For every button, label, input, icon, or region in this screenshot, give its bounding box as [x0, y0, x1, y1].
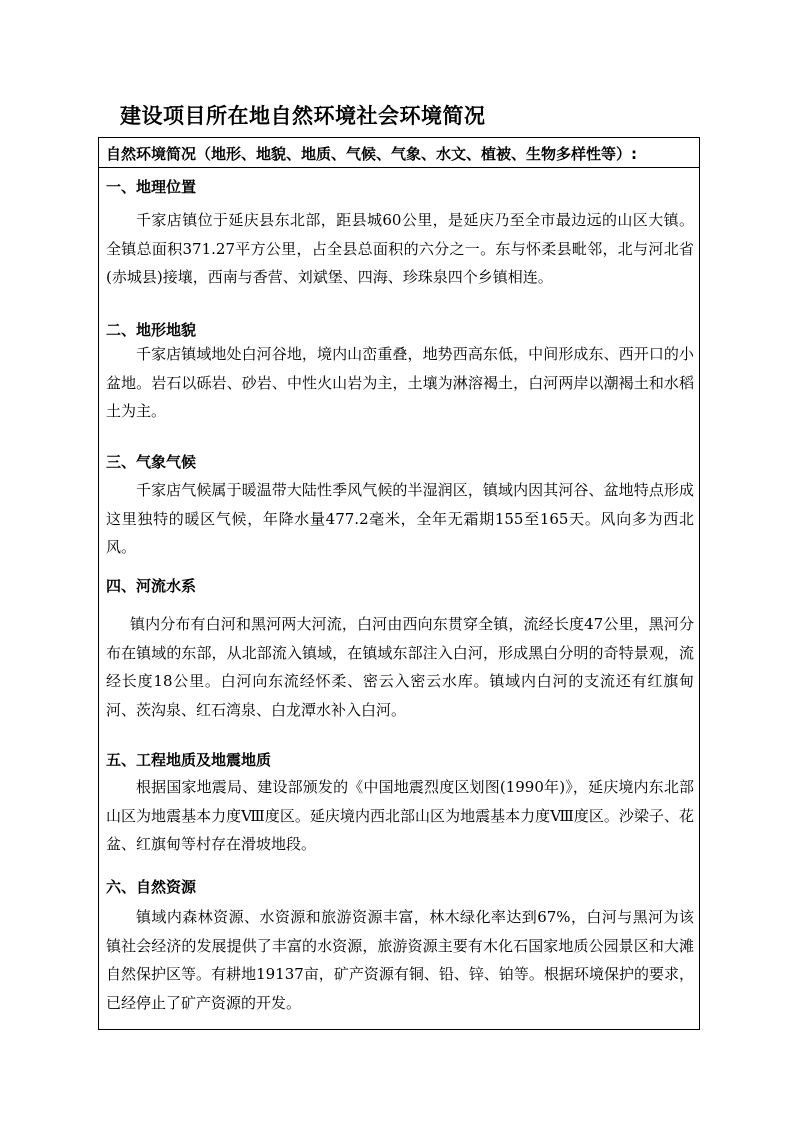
section-heading-terrain: 二、地形地貌: [106, 321, 197, 339]
section-text-rivers: 镇内分布有白河和黑河两大河流，白河由西向东贯穿全镇，流经长度47公里，黑河分布在镇域的东部，从北部流入镇域，在镇域东部注入白河，形成黑白分明的奇特景观，流经长度18公里。白河向东流经怀柔、密云入密云水库。镇域内白河的支流还有红旗甸河、茨沟泉、红石湾泉、白龙潭水补入白河。: [106, 615, 694, 719]
section-text-terrain: 千家店镇域地处白河谷地，境内山峦重叠，地势西高东低，中间形成东、西开口的小盆地。岩石以砾岩、砂岩、中性火山岩为主，土壤为淋溶褐土，白河两岸以潮褐土和水稻土为主。: [106, 345, 694, 420]
section-text-resources: 镇域内森林资源、水资源和旅游资源丰富，林木绿化率达到67%，白河与黑河为该镇社会经济的发展提供了丰富的水资源，旅游资源主要有木化石国家地质公园景区和大滩自然保护区等。有耕地19137亩，矿产资源有铜、铅、锌、铂等。根据环境保护的要求，已经停止了矿产资源的开发。: [106, 908, 694, 1012]
natural-environment-intro: 自然环境简况（地形、地貌、地质、气候、气象、水文、植被、生物多样性等）:: [106, 145, 638, 163]
section-heading-rivers: 四、河流水系: [106, 577, 197, 595]
section-text-geology: 根据国家地震局、建设部颁发的《中国地震烈度区划图(1990年)》，延庆境内东北部山区为地震基本力度Ⅷ度区。延庆境内西北部山区为地震基本力度Ⅷ度区。沙梁子、花盆、红旗甸等村存在滑坡地段。: [106, 778, 694, 853]
section-text-geography: 千家店镇位于延庆县东北部，距县城60公里，是延庆乃至全市最边远的山区大镇。全镇总面积371.27平方公里，占全县总面积的六分之一。东与怀柔县毗邻，北与河北省(赤城县)接壤，西南与香营、刘斌堡、四海、珍珠泉四个乡镇相连。: [106, 211, 694, 286]
document-title: 建设项目所在地自然环境社会环境简况: [120, 104, 486, 128]
section-heading-geography: 一、地理位置: [106, 178, 197, 196]
section-text-climate: 千家店气候属于暖温带大陆性季风气候的半湿润区，镇域内因其河谷、盆地特点形成这里独特的暖区气候，年降水量477.2毫米，全年无霜期155至165天。风向多为西北风。: [106, 481, 694, 556]
table-divider: [99, 167, 699, 168]
section-heading-geology: 五、工程地质及地震地质: [106, 751, 272, 769]
section-heading-climate: 三、气象气候: [106, 453, 197, 471]
section-heading-resources: 六、自然资源: [106, 878, 197, 896]
